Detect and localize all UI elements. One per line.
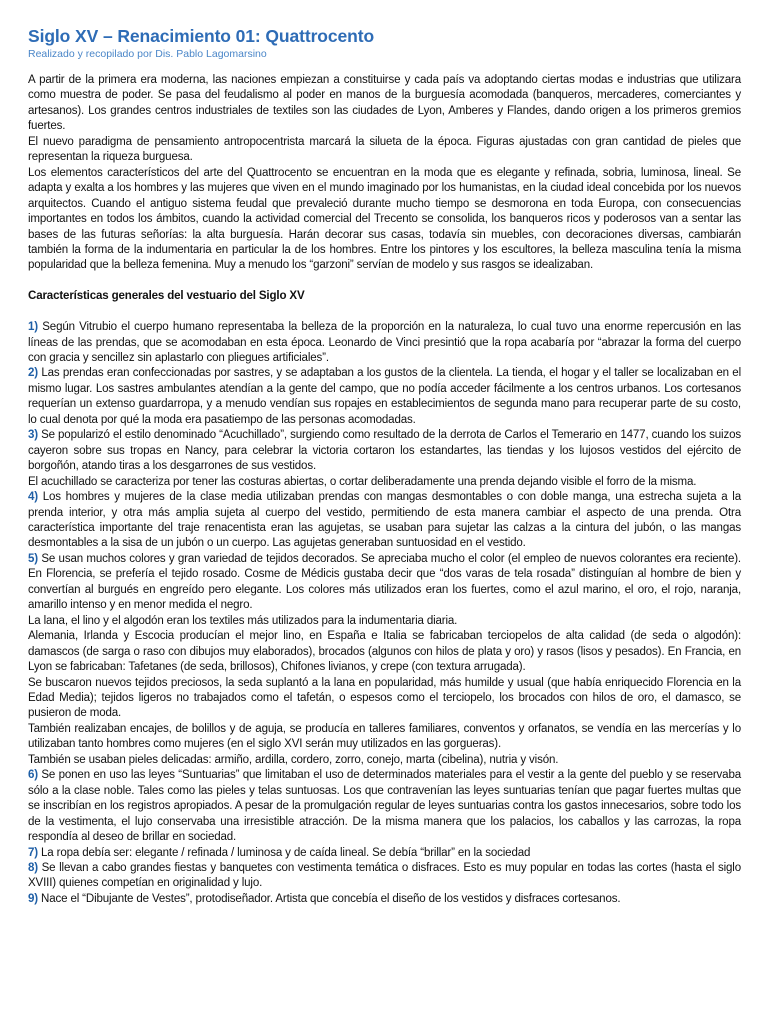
item-text: Se usan muchos colores y gran variedad de tejidos decorados. Se apreciaba mucho el color (el empleo de nuevos colorantes era reciente). En Florencia, se prefería el tejido rosado. Cosme de Médicis gustaba decir que “dos varas de tela rosada” distinguían al hombre de bien y convertían al burgués en engreído pero elegante. Los colores más utilizados eran los fuertes, como el azul marino, el oro, el rojo, naranja, amarillo intenso y en menor medida el negro.	[28, 552, 741, 612]
intro-paragraph-1: A partir de la primera era moderna, las naciones empiezan a constituirse y cada país va adoptando ciertas modas e industrias que utilizara como muestra de poder. Se pasa del feudalismo al poder en manos de la burguesía acomodada (banqueros, mercaderes, comerciantes y artesanos). Los grandes centros industriales de textiles son las ciudades de Lyon, Amberes y Flandes, dando origen a los primeros gremios fuertes.	[28, 74, 741, 133]
list-item-3	[28, 428, 741, 474]
list-item-5-lace	[28, 722, 741, 753]
list-item-5-silk	[28, 676, 741, 722]
item-text: Los hombres y mujeres de la clase media utilizaban prendas con mangas desmontables o con doble manga, una estrecha sujeta a la prenda interior, y otra más amplia sujeta al cuerpo del vestido, permitiendo de esta manera cambiar el aspecto de una prenda. Otra característica importante del traje renacentista eran las agujetas, se usaban para sujetar las calzas a la cintura del jubón, o las mangas desmontables a la sisa de un jubón o un cuerpo. Las agujetas generaban suntuosidad en el vestido.	[28, 491, 741, 550]
item-number: 9)	[28, 892, 38, 905]
item-text: La lana, el lino y el algodón eran los textiles más utilizados para la indumentaria diaria.	[28, 614, 458, 627]
item-number: 5)	[28, 552, 38, 565]
list-item-6	[28, 768, 741, 845]
item-text: Nace el “Dibujante de Vestes”, protodiseñador. Artista que concebía el diseño de los vestidos y disfraces cortesanos.	[37, 892, 621, 905]
item-number: 7)	[28, 846, 38, 859]
list-item-5-furs	[28, 753, 741, 768]
list-item-5-countries	[28, 629, 741, 675]
item-number: 6)	[28, 769, 38, 782]
list-item-1	[28, 320, 741, 366]
item-text: También realizaban encajes, de bolillos y de aguja, se producía en talleres familiares, conventos y orfanatos, se vendía en las mercerías y lo utilizaban tanto hombres como mujeres (en el siglo XVI serán muy utilizados en las gorgueras).	[28, 722, 741, 751]
item-number: 4)	[28, 491, 38, 504]
intro-paragraph-3: Los elementos característicos del arte del Quattrocento se encuentran en la moda que es elegante y refinada, sobria, luminosa, lineal. Se adapta y exalta a los hombres y las mujeres que viven en el mundo imaginado por los humanistas, en la ciudad ideal concebida por los nuevos arquitectos. Cuando el antiguo sistema feudal que prevaleció durante mucho tiempo se desmorona en toda Europa, con consecuencias importantes en todos los ámbitos, cuando la actividad comercial del Trecento se consolida, los banqueros ricos y poderosos van a sentar las bases de las futuras señorías: la alta burguesía. Harán decorar sus casas, todavía sin muebles, con decoraciones diversas, cambiarán también la forma de la indumentaria en particular la de los hombres. Entre los pintores y los escultores, la belleza masculina tenía la misma popularidad que la belleza femenina. Muy a menudo los “garzoni” servían de modelo y sus rasgos se idealizaban.	[28, 166, 741, 272]
item-number: 2)	[28, 367, 38, 380]
item-text: El acuchillado se caracteriza por tener las costuras abiertas, o cortar deliberadamente una prenda dejando visible el forro de la misma.	[28, 475, 697, 488]
intro-paragraph-2: El nuevo paradigma de pensamiento antropocentrista marcará la silueta de la época. Figuras ajustadas con gran cantidad de pieles que representan la riqueza burguesa.	[28, 135, 741, 164]
item-text: Se llevan a cabo grandes fiestas y banquetes con vestimenta temática o disfraces. Esto es muy popular en todas las cortes (hasta el siglo XVIII) quienes competían en originalidad y lujo.	[28, 861, 741, 890]
item-text: Alemania, Irlanda y Escocia producían el mejor lino, en España e Italia se fabricaban terciopelos de alta calidad (de seda o algodón): damascos (de sarga o raso con dibujos muy elaborados), brocados (algunos con hilos de plata y oro) y rasos (lisos y pesados). En Francia, en Lyon se fabricaban: Tafetanes (de seda, brillosos), Chifones livianos, y crepe (con textura arrugada).	[28, 630, 741, 674]
list-item-5	[28, 552, 741, 614]
item-text: Se ponen en uso las leyes “Suntuarias” que limitaban el uso de determinados materiales para el vestir a la gente del pueblo y se reservaba sólo a la clase noble. Tales como las pieles y telas suntuosas. Los que contravenían las leyes suntuarias tenían que pagar fuertes multas que se inscribían en los registros apropiados. A pesar de la promulgación regular de leyes suntuarias contra los gastos innecesarios, sobre todo los de la vestimenta, el lujo conservaba una irresistible atracción. De la misma manera que los palacios, los caballos y las carrozas, la ropa respondía al deseo de brillar en sociedad.	[28, 769, 741, 844]
item-number: 3)	[28, 429, 38, 442]
list-item-2	[28, 366, 741, 428]
paragraph-spacer	[28, 274, 741, 289]
list-item-7	[28, 846, 741, 861]
item-text: Se popularizó el estilo denominado “Acuchillado”, surgiendo como resultado de la derrota de Carlos el Temerario en 1477, cuando los suizos cayeron sobre sus tropas en Nancy, para celebrar la victoria cortaron los estandartes, las tiendas y los lujosos vestidos del ejército de borgoñón, atando tiras a los desgarrones de sus vestidos.	[28, 429, 741, 473]
document-subtitle: Realizado y recopilado por Dis. Pablo Lagomarsino	[28, 48, 267, 60]
paragraph-spacer	[28, 305, 741, 320]
item-text: Según Vitrubio el cuerpo humano representaba la belleza de la proporción en la naturaleza, lo cual tuvo una enorme repercusión en las líneas de las prendas, que se acomodaban en esta época. Leonardo de Vinci presintió que la ropa acabaría por “abrazar la forma del cuerpo con gracia y sencillez sin aplastarlo con pliegues artificiales”.	[28, 321, 741, 365]
item-text: La ropa debía ser: elegante / refinada / luminosa y de caída lineal. Se debía “brillar” en la sociedad	[37, 846, 531, 859]
item-text: También se usaban pieles delicadas: armiño, ardilla, cordero, zorro, conejo, marta (cibelina), nutria y visón.	[28, 753, 559, 766]
item-text: Se buscaron nuevos tejidos preciosos, la seda suplantó a la lana en popularidad, más humilde y usual (que había enriquecido Florencia en la Edad Media); tejidos ligeros no trabajados como el tafetán, o espesos como el terciopelo, los brocados con hilos de oro, el damasco, se pusieron de moda.	[28, 676, 741, 720]
item-number: 8)	[28, 861, 38, 874]
item-number: 1)	[28, 321, 38, 334]
document-title: Siglo XV – Renacimiento 01: Quattrocento	[28, 26, 375, 46]
list-item-5-textiles	[28, 614, 741, 629]
section-heading: Características generales del vestuario del Siglo XV	[28, 290, 305, 303]
list-item-9	[28, 892, 741, 907]
document-body	[28, 73, 741, 907]
list-item-3-cont	[28, 475, 741, 490]
item-text: Las prendas eran confeccionadas por sastres, y se adaptaban a los gustos de la clientela. La tienda, el hogar y el taller se localizaban en el mismo lugar. Los sastres ambulantes atendían a la gente del campo, que no podía acceder fácilmente a los centros urbanos. Los cortesanos requerían un extenso guardarropa, y a menudo vendían sus ropajes en establecimientos de segunda mano para recuperar parte de su costo, lo cual denota por qué la moda era pasatiempo de las personas acomodadas.	[28, 367, 741, 426]
list-item-4	[28, 490, 741, 552]
list-item-8	[28, 861, 741, 892]
